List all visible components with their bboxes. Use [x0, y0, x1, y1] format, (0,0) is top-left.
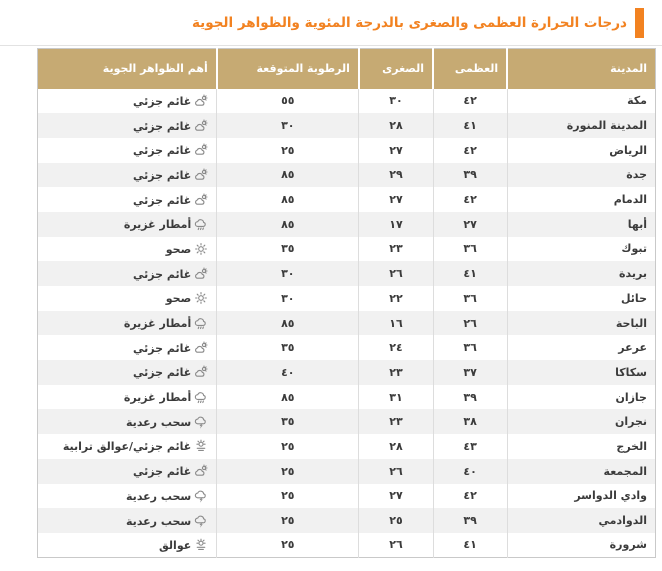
cell-phenomena	[38, 459, 217, 484]
thunder-cloud-icon	[194, 489, 208, 503]
cell-max-temp: ٤٢	[433, 484, 507, 509]
page-title-bar	[0, 0, 662, 46]
table-row	[38, 533, 656, 558]
cell-humidity: ٣٥	[217, 237, 359, 262]
phenomena-label: غائم جزئي	[132, 193, 192, 207]
cell-city: تبوك	[507, 237, 655, 262]
phenomena-label: سحب رعدية	[126, 489, 192, 503]
cell-min-temp: ٢٤	[359, 335, 433, 360]
page-title: درجات الحرارة العظمى والصغرى بالدرجة المئوية والظواهر الجوية	[191, 14, 627, 31]
cell-phenomena	[38, 187, 217, 212]
phenomena-label: غائم جزئي	[132, 267, 192, 281]
cell-phenomena	[38, 434, 217, 459]
table-row	[38, 113, 656, 138]
cell-min-temp: ٢٣	[359, 409, 433, 434]
cell-min-temp: ٢٥	[359, 508, 433, 533]
table-row	[38, 459, 656, 484]
phenomena-label: أمطار غزيرة	[123, 317, 192, 331]
cell-min-temp: ٢٨	[359, 434, 433, 459]
sun-behind-cloud-icon	[194, 341, 208, 355]
cell-phenomena	[38, 508, 217, 533]
phenomena-label: غائم جزئي	[132, 144, 192, 158]
sun-behind-cloud-icon	[194, 168, 208, 182]
sun-haze-icon	[194, 439, 208, 453]
weather-table-container	[37, 48, 656, 558]
phenomena-label: أمطار غزيرة	[123, 391, 192, 405]
cell-max-temp: ٣٦	[433, 335, 507, 360]
cell-city: شرورة	[507, 533, 655, 558]
cell-phenomena	[38, 212, 217, 237]
cell-humidity: ٢٥	[217, 508, 359, 533]
cell-min-temp: ٢٣	[359, 360, 433, 385]
cell-max-temp: ٤٢	[433, 89, 507, 114]
cell-min-temp: ٣١	[359, 385, 433, 410]
sun-behind-cloud-icon	[194, 119, 208, 133]
cell-max-temp: ٢٧	[433, 212, 507, 237]
table-row	[38, 89, 656, 114]
cell-min-temp: ٢٧	[359, 484, 433, 509]
cell-humidity: ٢٥	[217, 434, 359, 459]
table-row	[38, 237, 656, 262]
cell-min-temp: ٢٩	[359, 163, 433, 188]
cell-city: الرياض	[507, 138, 655, 163]
cell-humidity: ٣٠	[217, 286, 359, 311]
cell-city: عرعر	[507, 335, 655, 360]
sun-icon	[194, 242, 208, 256]
cell-humidity: ٥٥	[217, 89, 359, 114]
cell-phenomena	[38, 113, 217, 138]
cell-phenomena	[38, 89, 217, 114]
cell-humidity: ٣٥	[217, 335, 359, 360]
rain-cloud-icon	[194, 390, 208, 404]
cell-min-temp: ٢٧	[359, 138, 433, 163]
table-row	[38, 385, 656, 410]
title-accent-bar	[635, 8, 644, 38]
cell-max-temp: ٤٢	[433, 138, 507, 163]
cell-phenomena	[38, 237, 217, 262]
phenomena-label: صحو	[165, 292, 192, 306]
table-row	[38, 187, 656, 212]
phenomena-label: غائم جزئي/عوالق ترابية	[62, 440, 192, 454]
column-header-city: المدينة	[507, 49, 655, 89]
sun-haze-icon	[194, 538, 208, 552]
cell-humidity: ٤٠	[217, 360, 359, 385]
cell-humidity: ٨٥	[217, 212, 359, 237]
thunder-cloud-icon	[194, 514, 208, 528]
cell-city: الباحة	[507, 311, 655, 336]
sun-behind-cloud-icon	[194, 365, 208, 379]
table-row	[38, 484, 656, 509]
cell-max-temp: ٣٩	[433, 385, 507, 410]
cell-city: أبها	[507, 212, 655, 237]
cell-max-temp: ٤٣	[433, 434, 507, 459]
phenomena-label: سحب رعدية	[126, 514, 192, 528]
cell-city: وادي الدواسر	[507, 484, 655, 509]
cell-max-temp: ٣٦	[433, 237, 507, 262]
phenomena-label: سحب رعدية	[126, 415, 192, 429]
table-row	[38, 434, 656, 459]
cell-phenomena	[38, 335, 217, 360]
thunder-cloud-icon	[194, 415, 208, 429]
cell-humidity: ٨٥	[217, 163, 359, 188]
cell-max-temp: ٣٩	[433, 163, 507, 188]
phenomena-label: غائم جزئي	[132, 119, 192, 133]
cell-city: المجمعة	[507, 459, 655, 484]
cell-min-temp: ١٦	[359, 311, 433, 336]
sun-behind-cloud-icon	[194, 193, 208, 207]
cell-city: جدة	[507, 163, 655, 188]
table-row	[38, 360, 656, 385]
sun-behind-cloud-icon	[194, 267, 208, 281]
sun-behind-cloud-icon	[194, 94, 208, 108]
cell-city: سكاكا	[507, 360, 655, 385]
cell-max-temp: ٣٦	[433, 286, 507, 311]
table-row	[38, 261, 656, 286]
table-header-row	[38, 49, 656, 89]
table-row	[38, 311, 656, 336]
cell-min-temp: ٣٠	[359, 89, 433, 114]
cell-humidity: ٨٥	[217, 385, 359, 410]
cell-phenomena	[38, 533, 217, 558]
cell-max-temp: ٤٠	[433, 459, 507, 484]
table-row	[38, 409, 656, 434]
cell-city: المدينة المنورة	[507, 113, 655, 138]
weather-table	[37, 48, 656, 558]
sun-behind-cloud-icon	[194, 464, 208, 478]
phenomena-label: غائم جزئي	[132, 366, 192, 380]
cell-phenomena	[38, 385, 217, 410]
column-header-min: الصغرى	[359, 49, 433, 89]
cell-min-temp: ٢٦	[359, 261, 433, 286]
cell-phenomena	[38, 311, 217, 336]
cell-humidity: ٢٥	[217, 138, 359, 163]
cell-humidity: ٣٠	[217, 113, 359, 138]
cell-min-temp: ٢٨	[359, 113, 433, 138]
cell-humidity: ٨٥	[217, 187, 359, 212]
cell-humidity: ٨٥	[217, 311, 359, 336]
cell-city: مكة	[507, 89, 655, 114]
cell-min-temp: ٢٢	[359, 286, 433, 311]
cell-phenomena	[38, 409, 217, 434]
phenomena-label: صحو	[165, 242, 192, 256]
rain-cloud-icon	[194, 217, 208, 231]
cell-humidity: ٢٥	[217, 459, 359, 484]
cell-max-temp: ٣٩	[433, 508, 507, 533]
cell-min-temp: ١٧	[359, 212, 433, 237]
cell-city: الدوادمي	[507, 508, 655, 533]
cell-max-temp: ٤١	[433, 113, 507, 138]
phenomena-label: أمطار غزيرة	[123, 218, 192, 232]
cell-phenomena	[38, 484, 217, 509]
cell-max-temp: ٤٢	[433, 187, 507, 212]
cell-max-temp: ٣٧	[433, 360, 507, 385]
cell-city: نجران	[507, 409, 655, 434]
table-row	[38, 212, 656, 237]
cell-min-temp: ٢٣	[359, 237, 433, 262]
cell-humidity: ٣٠	[217, 261, 359, 286]
cell-phenomena	[38, 286, 217, 311]
cell-city: جازان	[507, 385, 655, 410]
cell-city: الدمام	[507, 187, 655, 212]
cell-max-temp: ٣٨	[433, 409, 507, 434]
cell-min-temp: ٢٦	[359, 459, 433, 484]
table-row	[38, 138, 656, 163]
table-row	[38, 335, 656, 360]
column-header-phenomena: أهم الظواهر الجوية	[38, 49, 217, 89]
sun-icon	[194, 291, 208, 305]
cell-city: حائل	[507, 286, 655, 311]
cell-max-temp: ٢٦	[433, 311, 507, 336]
phenomena-label: غائم جزئي	[132, 465, 192, 479]
cell-min-temp: ٢٧	[359, 187, 433, 212]
cell-max-temp: ٤١	[433, 533, 507, 558]
cell-phenomena	[38, 138, 217, 163]
table-row	[38, 163, 656, 188]
sun-behind-cloud-icon	[194, 143, 208, 157]
cell-humidity: ٢٥	[217, 484, 359, 509]
cell-phenomena	[38, 261, 217, 286]
column-header-humidity: الرطوبة المتوقعة	[217, 49, 359, 89]
cell-city: الخرج	[507, 434, 655, 459]
rain-cloud-icon	[194, 316, 208, 330]
phenomena-label: عوالق	[159, 538, 192, 552]
phenomena-label: غائم جزئي	[132, 168, 192, 182]
table-row	[38, 508, 656, 533]
phenomena-label: غائم جزئي	[132, 341, 192, 355]
phenomena-label: غائم جزئي	[132, 94, 192, 108]
cell-humidity: ٣٥	[217, 409, 359, 434]
cell-phenomena	[38, 360, 217, 385]
cell-min-temp: ٢٦	[359, 533, 433, 558]
cell-phenomena	[38, 163, 217, 188]
table-row	[38, 286, 656, 311]
cell-max-temp: ٤١	[433, 261, 507, 286]
cell-humidity: ٢٥	[217, 533, 359, 558]
column-header-max: العظمى	[433, 49, 507, 89]
cell-city: بريدة	[507, 261, 655, 286]
